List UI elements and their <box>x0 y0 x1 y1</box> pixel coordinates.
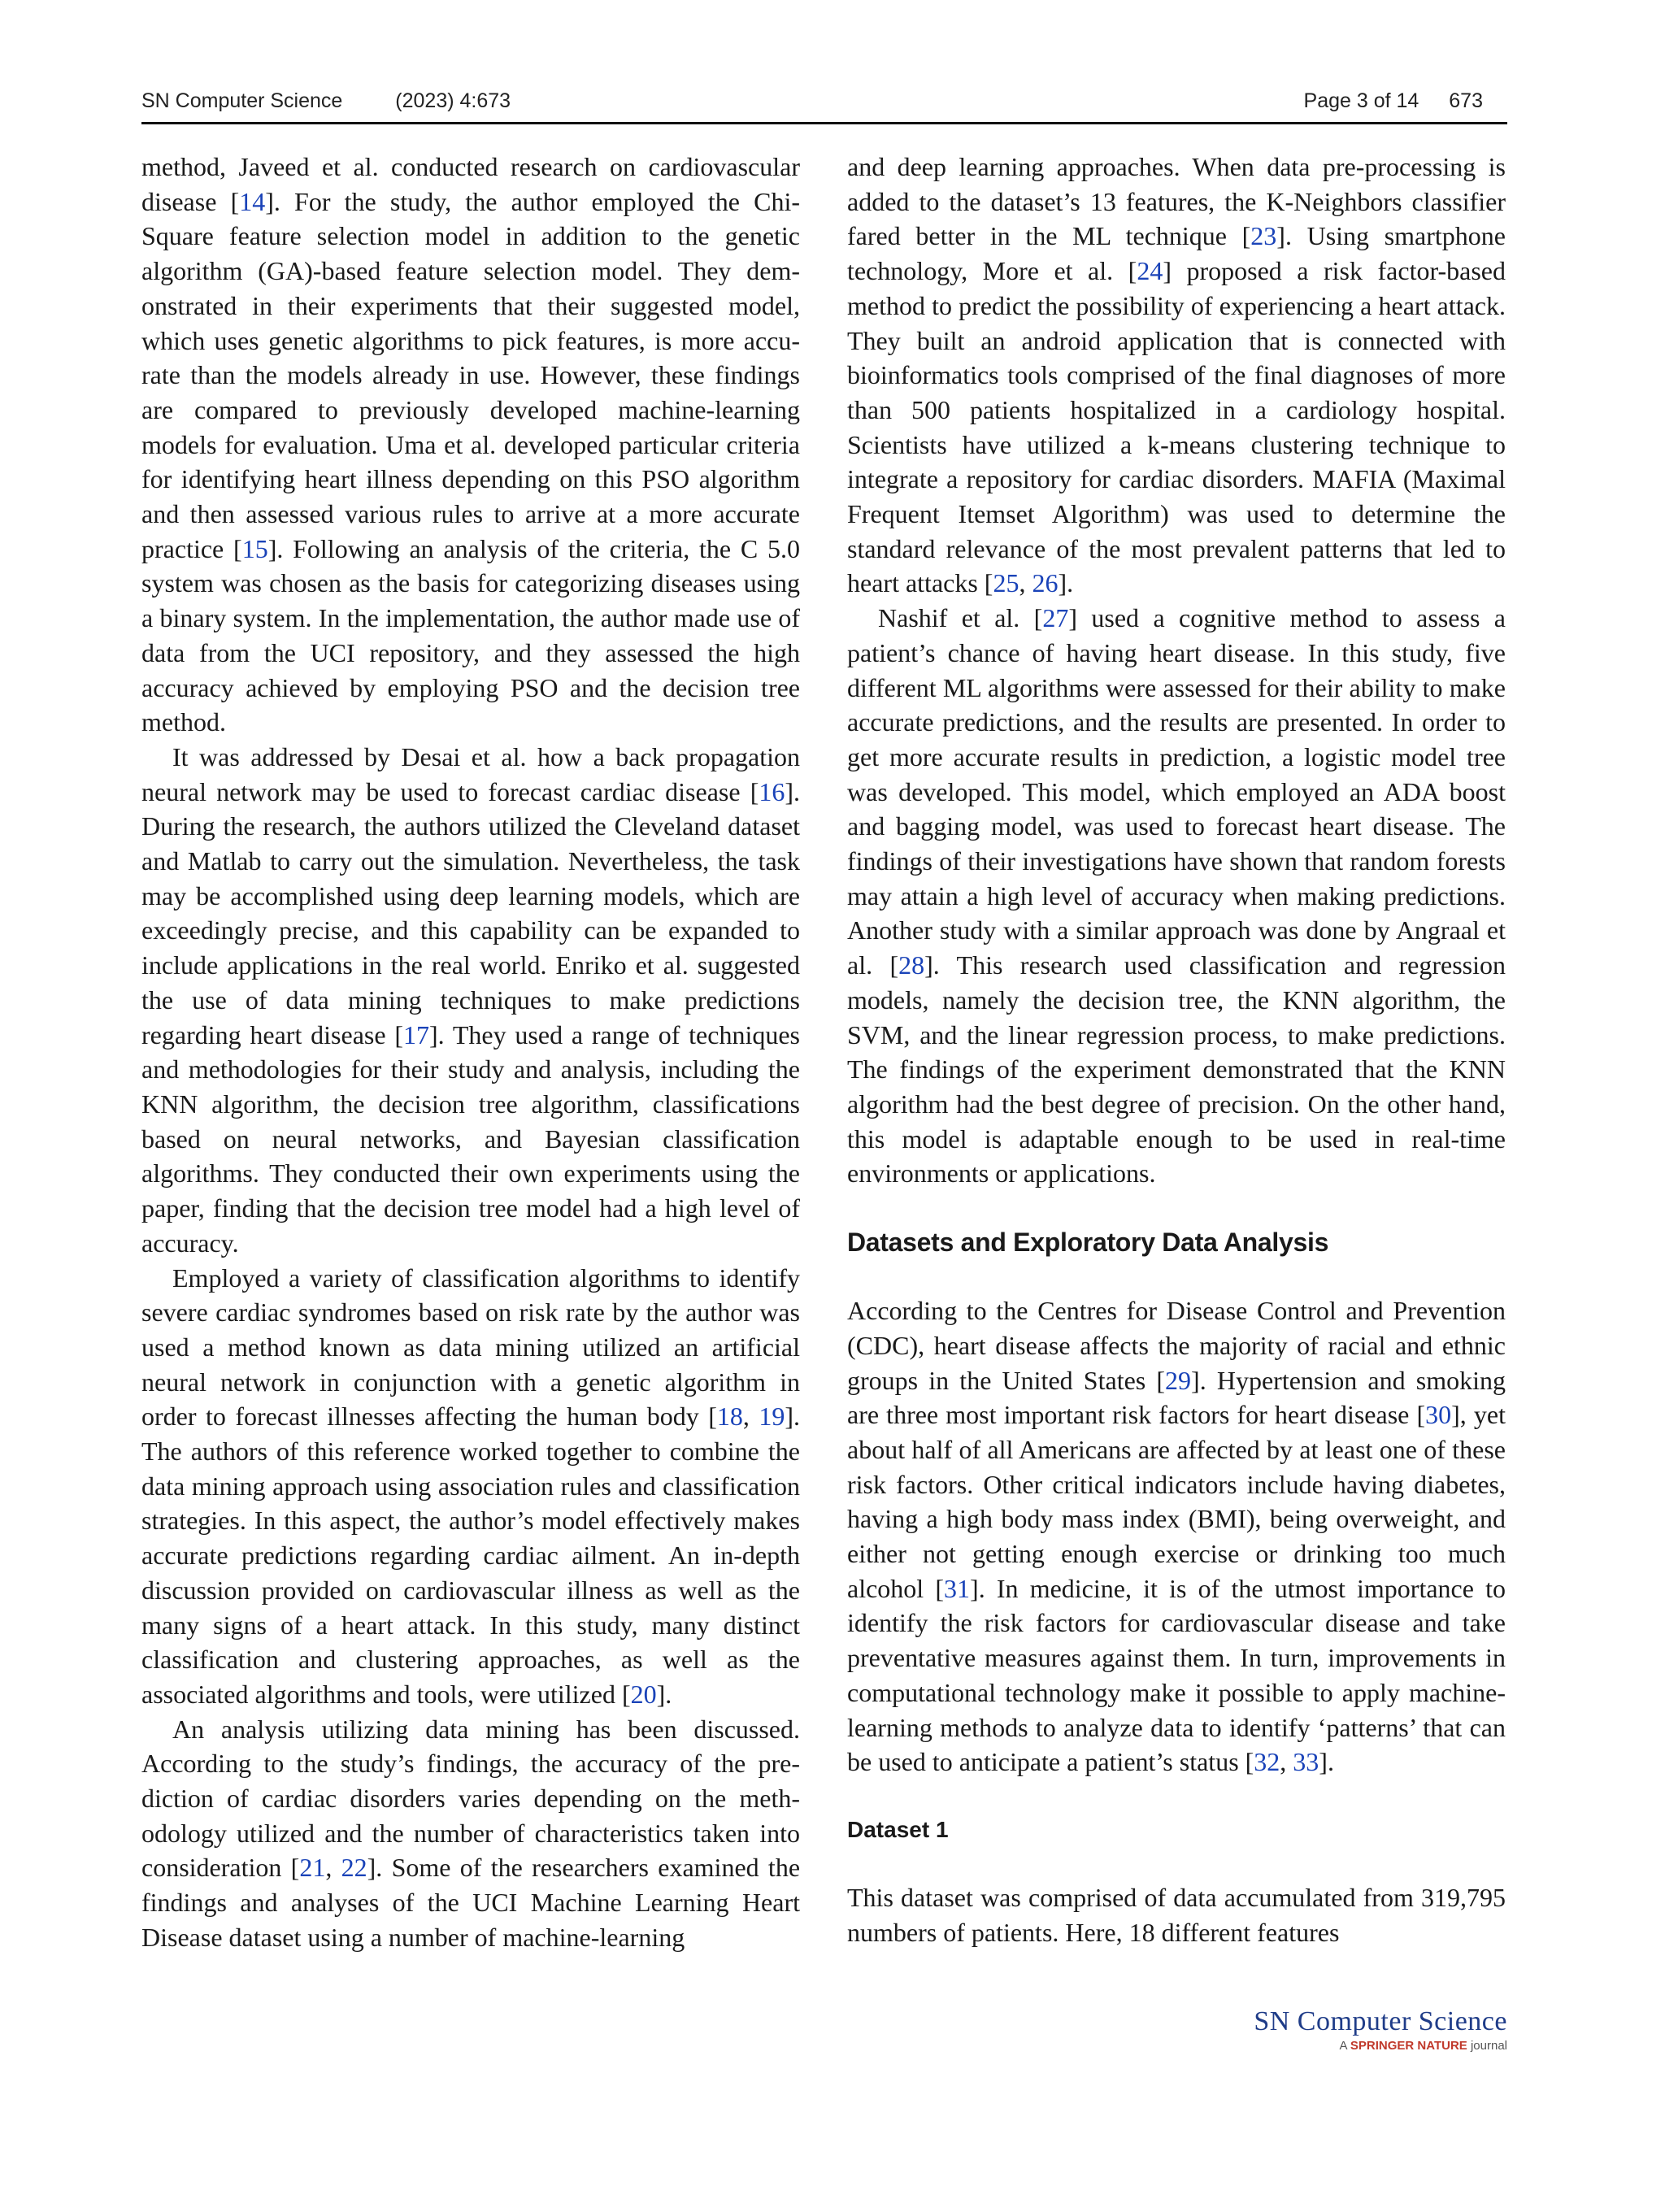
right-paragraph-2 <box>847 601 1506 1191</box>
reference-link[interactable]: 14 <box>239 186 266 216</box>
header-article-number: 673 <box>1449 89 1483 112</box>
footer-publisher <box>1254 2039 1507 2053</box>
text-run: It was addressed by Desai et al. how a back propagation neural network may be used to forecast cardiac disease [ <box>141 741 800 806</box>
right-column <box>847 150 1506 1949</box>
reference-link[interactable]: 29 <box>1165 1365 1192 1395</box>
header-left <box>141 89 511 113</box>
journal-footer <box>1254 2006 1507 2053</box>
reference-link[interactable]: 27 <box>1042 603 1069 633</box>
reference-link[interactable]: 20 <box>630 1679 657 1709</box>
subsection-heading: Dataset 1 <box>847 1816 949 1842</box>
reference-link[interactable]: 30 <box>1425 1400 1452 1430</box>
text-run: ]. <box>1058 568 1074 598</box>
header-right <box>1304 89 1483 113</box>
header-page-number: Page 3 of 14 <box>1303 89 1419 112</box>
text-run: ]. During the research, the authors utilized the Cleveland dataset and Matlab to carry out the simulation. Nevertheless, the task may be accomplished using deep learning models, which are exceedingly precise, and this capability can be expanded to include applications in the real world. Enriko et al. suggested the use of data mining techniques to make predictions regarding heart disease [ <box>141 776 800 1050</box>
text-run: , <box>1019 568 1032 598</box>
text-run: ], yet about half of all Americans are affected by at least one of these risk factors. Other critical indicators include having diabetes, having a high body mass index (BMI), being overweight, and either not getting enough exercise or drinking too much alcohol [ <box>847 1400 1506 1603</box>
reference-link[interactable]: 21 <box>299 1853 326 1883</box>
text-run: Nashif et al. [ <box>878 603 1043 633</box>
text-run: According to the Centres for Disease Control and Prevention (CDC), heart disease affects the majority of racial and ethnic groups in the United States [ <box>847 1296 1506 1395</box>
left-paragraph-2 <box>141 740 800 1261</box>
header-rule <box>141 122 1507 124</box>
subsection-paragraph <box>847 1880 1506 1949</box>
left-paragraph-4 <box>141 1712 800 1955</box>
text-run: ]. Hypertension and smoking are three most important risk factors for heart disease [ <box>847 1365 1506 1430</box>
text-run: , <box>742 1402 759 1432</box>
text-run: , <box>325 1853 341 1883</box>
reference-link[interactable]: 23 <box>1250 221 1277 251</box>
text-run: ] proposed a risk factor-based method to predict the possibility of experiencing a heart attack. They built an android application that is connected with bioinformatics tools comprised of the final diagnoses of more than 500 patients hospitalized in a cardiology hospital. Scientists have utilized a k-means clustering technique to integrate a repository for cardiac disorders. MAFIA (Maximal Frequent Itemset Algorithm) was used to determine the standard relevance of the most prevalent patterns that led to heart attacks [ <box>847 256 1506 598</box>
reference-link[interactable]: 25 <box>993 568 1019 598</box>
reference-link[interactable]: 19 <box>759 1402 785 1432</box>
text-run: ] used a cognitive method to assess a patient’s chance of having heart disease. In this study, five different ML algorithms were assessed for their ability to make accurate predictions, and the results are presented. In order to get more accurate results in prediction, a logistic model tree was developed. This model, which employed an ADA boost and bagging model, was used to forecast heart disease. The findings of their investigations have shown that random forests may attain a high level of accuracy when making predictions. Another study with a similar approach was done by Angraal et al. [ <box>847 603 1506 980</box>
text-run: ]. They used a range of techniques and methodologies for their study and analysis, including the KNN algorithm, the decision tree algorithm, classifications based on neural networks, and Bayesian classification algorithms. They conducted their own experiments using the paper, finding that the decision tree model had a high level of accuracy. <box>141 1019 801 1258</box>
text-run: ]. The authors of this reference worked together to combine the data mining approach using association rules and classification strategies. In this aspect, the author’s model effectively makes accurate predictions regarding cardiac ailment. An in-depth discussion provided on cardiovascular illness as well as the many signs of a heart attack. In this study, many distinct classification and clustering approaches, as well as the associated algorithms and tools, were utilized [ <box>141 1402 801 1709</box>
left-paragraph-3 <box>141 1261 800 1712</box>
text-run: ]. For the study, the author employed the Chi-Square feature selection model in addition to the genetic algorithm (GA)-based feature selection model. They demonstrated in their experiments that their suggested model, which uses genetic algorithms to pick features, is more accurate than the models already in use. However, these findings are compared to previously developed machine-learning models for evaluation. Uma et al. developed particular criteria for identifying heart illness depending on this PSO algorithm and then assessed various rules to arrive at a more accurate practice [ <box>141 186 801 563</box>
text-run: ]. Following an analysis of the criteria, the C 5.0 system was chosen as the basis for categorizing diseases using a binary system. In the implementation, the author made use of data from the UCI repository, and they assessed the high accuracy achieved by employing PSO and the decision tree method. <box>141 533 801 737</box>
reference-link[interactable]: 32 <box>1254 1747 1280 1777</box>
reference-link[interactable]: 16 <box>759 776 785 806</box>
section-heading: Datasets and Exploratory Data Analysis <box>847 1228 1329 1258</box>
header-journal: SN Computer Science <box>141 89 343 112</box>
reference-link[interactable]: 17 <box>403 1019 429 1050</box>
text-run: ]. This research used classification and regression models, namely the decision tree, the KNN algorithm, the SVM, and the linear regression process, to make predictions. The findings of the experiment demonstrated that the KNN algorithm had the best degree of precision. On the other hand, this model is adaptable enough to be used in real-time environments or applications. <box>847 950 1506 1189</box>
reference-link[interactable]: 15 <box>241 533 268 563</box>
footer-publisher-suffix: journal <box>1467 2039 1507 2053</box>
text-run: , <box>1280 1747 1293 1777</box>
left-paragraph-1 <box>141 150 800 740</box>
text-run: An analysis utilizing data mining has been discussed. According to the study’s findings, the accuracy of the prediction of cardiac disorders varies depending on the methodology utilized and the number of characteristics taken into consideration [ <box>141 1714 800 1883</box>
text-run: method, Javeed et al. conducted research on cardiovascular disease [ <box>141 152 800 216</box>
section-paragraph <box>847 1293 1506 1780</box>
text-run: ]. Some of the researchers examined the findings and analyses of the UCI Machine Learning Heart Disease dataset using a number of machine-learning <box>141 1853 801 1952</box>
reference-link[interactable]: 33 <box>1293 1747 1319 1777</box>
text-run: ]. <box>1319 1747 1334 1777</box>
left-column <box>141 150 800 1955</box>
text-run: ]. In medicine, it is of the utmost importance to identify the risk factors for cardiovascular disease and take preventative measures against them. In turn, improvements in computational technology make it possible to apply machine-learning methods to analyze data to identify ‘patterns’ that can be used to anticipate a patient’s status [ <box>847 1573 1506 1777</box>
footer-journal-name: SN Computer Science <box>1254 2006 1507 2036</box>
reference-link[interactable]: 26 <box>1032 568 1059 598</box>
reference-link[interactable]: 28 <box>898 950 925 980</box>
header-citation: (2023) 4:673 <box>395 89 511 112</box>
reference-link[interactable]: 22 <box>341 1853 367 1883</box>
text-run: Employed a variety of classification algorithms to identify severe cardiac syndromes based on risk rate by the author was used a method known as data mining utilized an artificial neural network in conjunction with a genetic algorithm in order to forecast illnesses affecting the human body [ <box>141 1262 800 1432</box>
right-paragraph-1 <box>847 150 1506 601</box>
text-run: This dataset was comprised of data accumulated from 319,795 numbers of patients. Here, 18 different features <box>847 1882 1506 1947</box>
reference-link[interactable]: 31 <box>944 1573 971 1603</box>
running-header <box>141 85 1507 125</box>
footer-publisher-name: SPRINGER NATURE <box>1350 2039 1467 2053</box>
footer-publisher-prefix: A <box>1339 2039 1350 2053</box>
reference-link[interactable]: 24 <box>1137 256 1163 286</box>
text-run: ]. Using smartphone technology, More et al. [ <box>847 221 1506 286</box>
text-run: and deep learning approaches. When data pre-processing is added to the dataset’s 13 features, the K-Neighbors classifier fared better in the ML technique [ <box>847 152 1506 251</box>
text-run: ]. <box>656 1679 672 1709</box>
reference-link[interactable]: 18 <box>716 1402 743 1432</box>
